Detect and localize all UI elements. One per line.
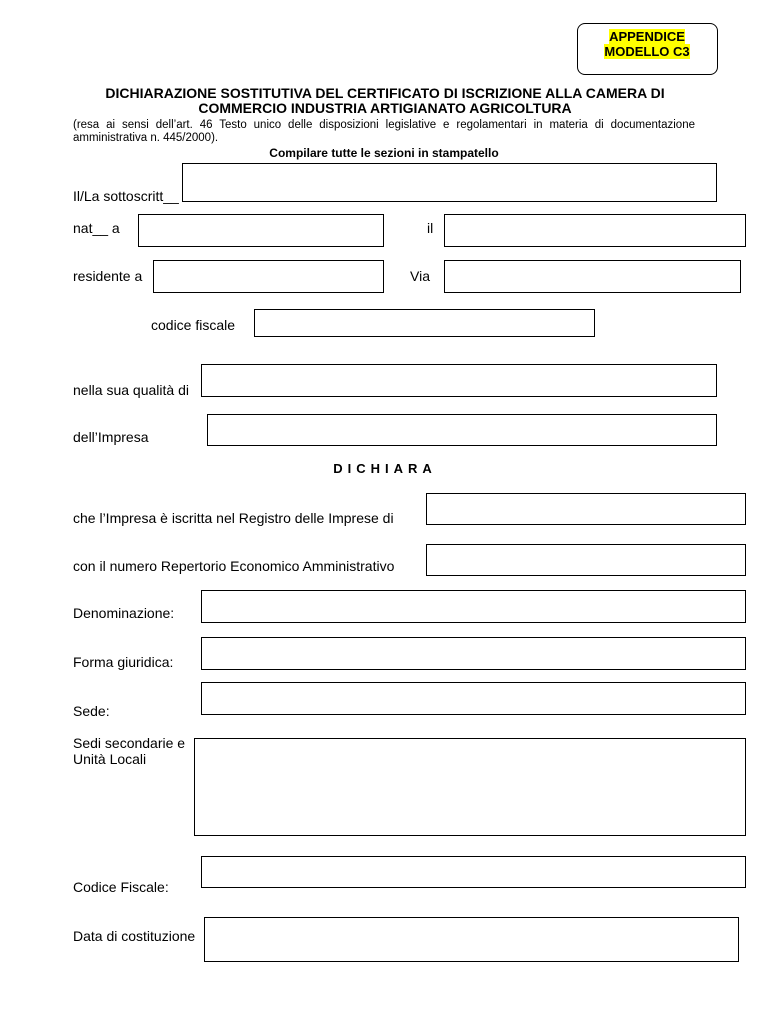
- rea-field[interactable]: [426, 544, 746, 576]
- sedi-secondarie-field[interactable]: [194, 738, 746, 836]
- denominazione-field[interactable]: [201, 590, 746, 623]
- dichiara-heading: DICHIARA: [333, 461, 437, 476]
- sedi-label-line1: Sedi secondarie e: [73, 735, 186, 751]
- registro-label: che l’Impresa è iscritta nel Registro delle Imprese di: [73, 510, 394, 526]
- appendix-line2: MODELLO C3: [604, 44, 690, 59]
- via-label: Via: [410, 268, 430, 284]
- il-label: il: [427, 220, 434, 236]
- impresa-field[interactable]: [207, 414, 717, 446]
- qualita-field[interactable]: [201, 364, 717, 397]
- forma-giuridica-label: Forma giuridica:: [73, 654, 174, 670]
- fill-instruction: Compilare tutte le sezioni in stampatello: [269, 146, 499, 160]
- registro-field[interactable]: [426, 493, 746, 525]
- data-costituzione-field[interactable]: [204, 917, 739, 962]
- residente-label: residente a: [73, 268, 143, 284]
- sottoscritto-field[interactable]: [182, 163, 717, 202]
- appendix-label: [599, 29, 695, 59]
- residence-field[interactable]: [153, 260, 384, 293]
- legal-reference: (resa ai sensi dell’art. 46 Testo unico delle disposizioni legislative e regolamentari in materia di documentazione amministrativa n. 445/2000).: [73, 119, 695, 144]
- title-line1: DICHIARAZIONE SOSTITUTIVA DEL CERTIFICATO DI ISCRIZIONE ALLA CAMERA DI: [105, 85, 665, 101]
- sedi-label-line2: Unità Locali: [73, 751, 147, 767]
- nato-label: nat__ a: [73, 220, 120, 236]
- sede-field[interactable]: [201, 682, 746, 715]
- codice-fiscale-impresa-label: Codice Fiscale:: [73, 879, 169, 895]
- denominazione-label: Denominazione:: [73, 605, 175, 621]
- sottoscritto-label: Il/La sottoscritt__: [73, 188, 179, 204]
- birthplace-field[interactable]: [138, 214, 384, 247]
- impresa-label: dell’Impresa: [73, 429, 149, 445]
- sede-label: Sede:: [73, 703, 110, 719]
- title-line2: COMMERCIO INDUSTRIA ARTIGIANATO AGRICOLTURA: [198, 100, 572, 116]
- document-title: [75, 86, 695, 116]
- codice-fiscale-label: codice fiscale: [151, 317, 236, 333]
- street-field[interactable]: [444, 260, 741, 293]
- rea-label: con il numero Repertorio Economico Amministrativo: [73, 558, 395, 574]
- sedi-secondarie-label: [73, 735, 185, 767]
- codice-fiscale-impresa-field[interactable]: [201, 856, 746, 888]
- codice-fiscale-field[interactable]: [254, 309, 595, 337]
- birthdate-field[interactable]: [444, 214, 746, 247]
- forma-giuridica-field[interactable]: [201, 637, 746, 670]
- data-costituzione-label: Data di costituzione: [73, 928, 196, 944]
- appendix-line1: APPENDICE: [609, 29, 685, 44]
- qualita-label: nella sua qualità di: [73, 382, 189, 398]
